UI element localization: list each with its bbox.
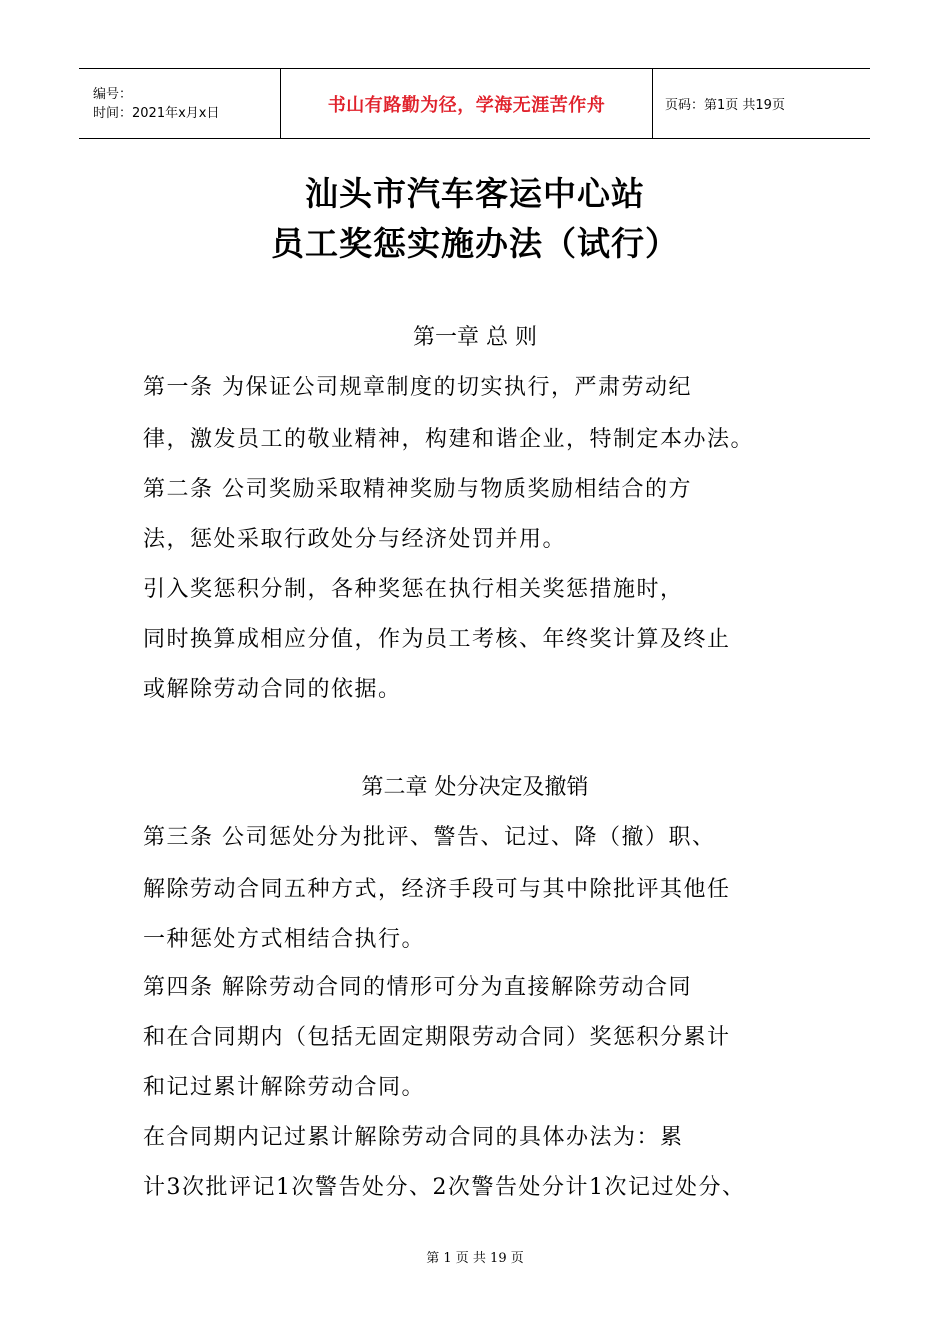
time-label: 时间：2021年x月x日	[93, 105, 220, 121]
chapter2-line: 计3次批评记1次警告处分、2次警告处分计1次记过处分、	[143, 1175, 746, 1200]
chapter1-line: 同时换算成相应分值，作为员工考核、年终奖计算及终止	[143, 627, 731, 652]
chapter2-line: 一种惩处方式相结合执行。	[143, 927, 426, 952]
chapter2-heading: 第二章 处分决定及撤销	[361, 775, 589, 800]
chapter1-line: 引入奖惩积分制，各种奖惩在执行相关奖惩措施时，	[143, 577, 684, 602]
chapter2-line: 和记过累计解除劳动合同。	[143, 1075, 426, 1100]
chapter2-line: 第三条 公司惩处分为批评、警告、记过、降（撤）职、	[143, 825, 716, 850]
chapter2-line: 在合同期内记过累计解除劳动合同的具体办法为：累	[143, 1125, 684, 1150]
chapter1-line: 或解除劳动合同的依据。	[143, 677, 402, 702]
page-footer: 第 1 页 共 19 页	[426, 1251, 524, 1266]
chapter2-line: 解除劳动合同五种方式，经济手段可与其中除批评其他任	[143, 877, 731, 902]
chapter1-line: 律，激发员工的敬业精神，构建和谐企业，特制定本办法。	[143, 427, 755, 452]
chapter1-heading: 第一章 总 则	[413, 325, 537, 350]
document-header	[79, 68, 870, 139]
header-meta	[79, 69, 281, 138]
chapter1-line: 第一条 为保证公司规章制度的切实执行，严肃劳动纪	[143, 375, 692, 400]
motto: 书山有路勤为径，学海无涯苦作舟	[327, 94, 606, 116]
chapter1-line: 第二条 公司奖励采取精神奖励与物质奖励相结合的方	[143, 477, 692, 502]
document-title-line1: 汕头市汽车客运中心站	[305, 174, 645, 213]
document-title-line2: 员工奖惩实施办法（试行）	[271, 224, 679, 263]
chapter2-line: 第四条 解除劳动合同的情形可分为直接解除劳动合同	[143, 975, 692, 1000]
header-page-info: 页码：第1页 共19页	[665, 98, 785, 113]
header-motto-cell	[281, 69, 653, 138]
number-label: 编号：	[93, 86, 133, 102]
chapter1-line: 法，惩处采取行政处分与经济处罚并用。	[143, 527, 567, 552]
chapter2-line: 和在合同期内（包括无固定期限劳动合同）奖惩积分累计	[143, 1025, 731, 1050]
